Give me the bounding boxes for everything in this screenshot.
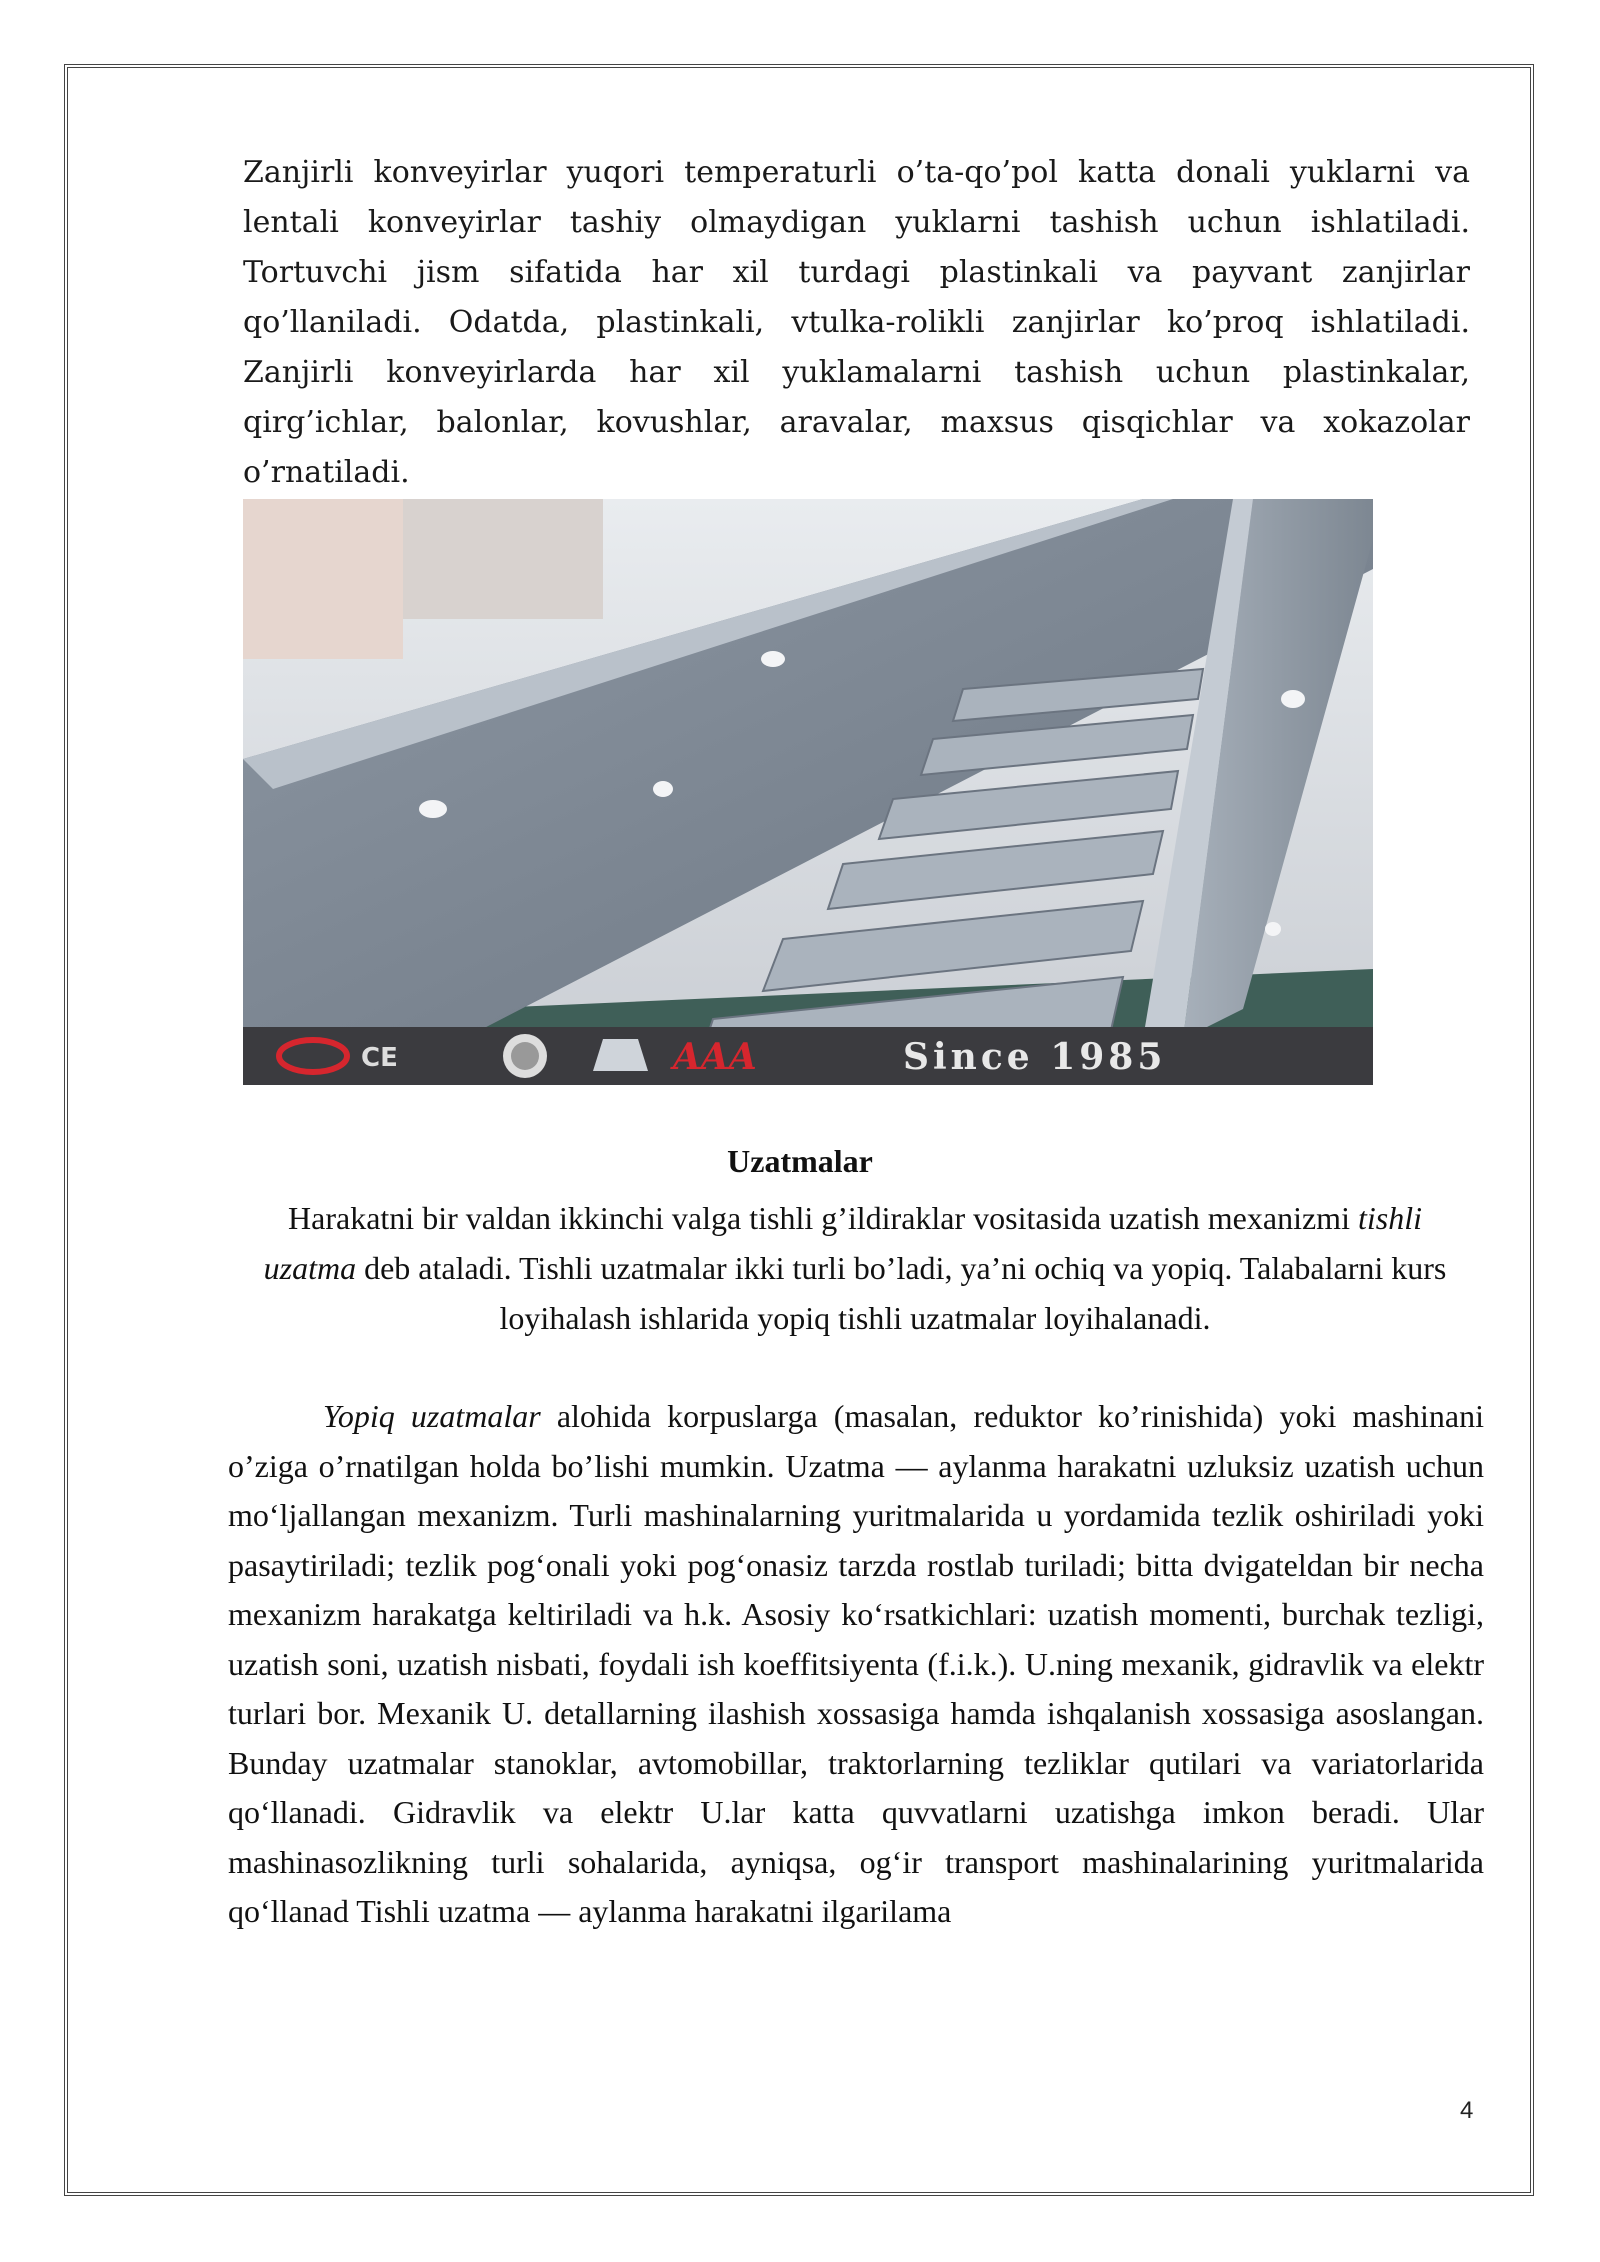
conveyor-photo [243,499,1373,1085]
page-number: 4 [1460,2097,1474,2124]
intro-italic-term: tishli uzatma [263,1200,1422,1286]
section-title: Uzatmalar [727,1143,873,1179]
intro-part1: Harakatni bir valdan ikkinchi valga tishli g’ildiraklar vositasida uzatish mexanizmi [288,1200,1358,1236]
banner-brand: AAA [673,1036,757,1078]
paragraph-chain-conveyors: Zanjirli konveyirlar yuqori temperaturli o’ta-qo’pol katta donali yuklarni va lentali konveyirlar tashiy olmaydigan yuklarni tashish uchun ishlatiladi. Tortuvchi jism sifatida har xil turdagi plastinkali va payvant zanjirlar qo’llaniladi. Odatda, plastinkali, vtulka-rolikli zanjirlar ko’proq ishlatiladi. Zanjirli konveyirlarda har xil yuklamalarni tashish uchun plastinkalar, qirg’ichlar, balonlar, kovushlar, aravalar, maxsus qisqichlar va xokazolar o’rnatiladi. [243,155,1470,490]
conveyor-illustration [243,499,1373,1085]
intro-paragraph [240,1193,1470,1343]
body-text: alohida korpuslarga (masalan, reduktor ko’rinishida) yoki mashinani o’ziga o’rnatilgan holda bo’lishi mumkin. Uzatma — aylanma harakatni uzluksiz uzatish uchun mo‘ljallangan mexanizm. Turli mashinalarning yuritmalarida u yordamida tezlik oshiriladi yoki pasaytiriladi; tezlik pog‘onali yoki pog‘onasiz tarzda rostlab turiladi; bitta dvigateldan bir necha mexanizm harakatga keltiriladi va h.k. Asosiy ko‘rsatkichlari: uzatish momenti, burchak tezligi, uzatish soni, uzatish nisbati, foydali ish koeffitsiyenta (f.i.k.). U.ning mexanik, gidravlik va elektr turlari bor. Mexanik U. detallarning ilashish xossasiga hamda ishqalanish xossasiga asoslangan. Bunday uzatmalar stanoklar, avtomobillar, traktorlarning tezliklar qutilari va variatorlarida qo‘llanadi. Gidravlik va elektr U.lar katta quvvatlarni uzatishga imkon beradi. Ular mashinasozlikning turli sohalarida, ayniqsa, og‘ir transport mashinalarining yuritmalarida qo‘llanad Tishli uzatma — aylanma harakatni ilgarilama [228,1398,1485,1929]
intro-part2: deb ataladi. Tishli uzatmalar ikki turli bo’ladi, ya’ni ochiq va yopiq. Talabalarni kurs loyihalash ishlarida yopiq tishli uzatmalar loyihalanadi. [356,1250,1447,1336]
building-2 [403,499,603,619]
banner-since: Since 1985 [903,1036,1167,1078]
photo-banner [243,1027,1373,1085]
svg-text:CE: CE [361,1043,398,1073]
body-italic-term: Yopiq uzatmalar [323,1398,541,1434]
building [243,499,403,659]
body-paragraph [228,1392,1484,1937]
